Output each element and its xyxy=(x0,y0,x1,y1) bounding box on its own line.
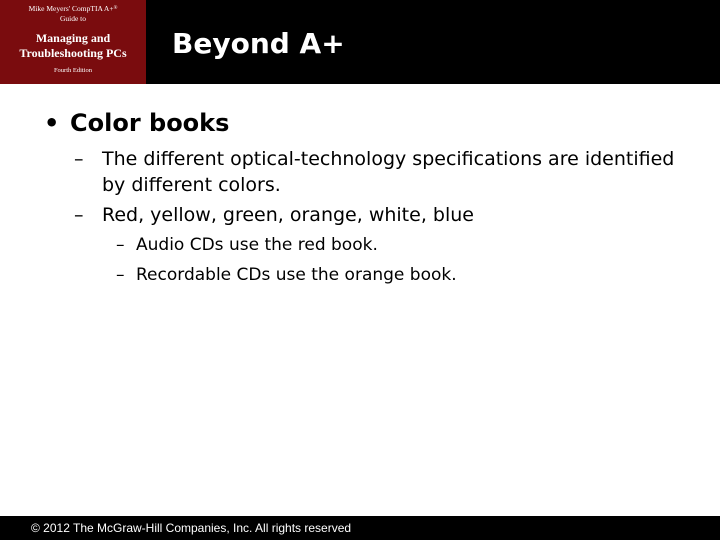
point-item xyxy=(74,202,684,228)
point-text: The different optical-technology specifications are identified by different colors. xyxy=(102,148,675,196)
slide-footer xyxy=(0,516,720,540)
bullet-icon: • xyxy=(44,109,60,137)
slide-header xyxy=(0,0,720,84)
subpoint-item xyxy=(116,233,378,257)
book-title-line2: Troubleshooting PCs xyxy=(19,46,127,60)
subpoint-text: Audio CDs use the red book. xyxy=(136,235,378,255)
book-guide-to: Guide to xyxy=(59,14,87,23)
registered-mark: ® xyxy=(113,6,118,11)
point-item xyxy=(74,146,684,198)
book-title-line1: Managing and xyxy=(35,31,111,45)
book-edition: Fourth Edition xyxy=(53,67,93,74)
bullet-heading xyxy=(44,108,229,138)
point-text: Red, yellow, green, orange, white, blue xyxy=(102,204,474,226)
book-series-text: Mike Meyers' CompTIA A+ xyxy=(28,4,114,13)
dash-icon: – xyxy=(116,235,125,255)
heading-text: Color books xyxy=(70,109,230,137)
copyright-text: © 2012 The McGraw-Hill Companies, Inc. All rights reserved xyxy=(31,521,352,535)
subpoint-text: Recordable CDs use the orange book. xyxy=(136,265,457,285)
book-series xyxy=(0,4,146,13)
dash-icon: – xyxy=(74,148,84,170)
subpoint-item xyxy=(116,263,457,287)
book-title xyxy=(0,31,146,61)
slide-title: Beyond A+ xyxy=(172,27,345,60)
dash-icon: – xyxy=(116,265,125,285)
dash-icon: – xyxy=(74,204,84,226)
book-title-box xyxy=(0,0,146,84)
